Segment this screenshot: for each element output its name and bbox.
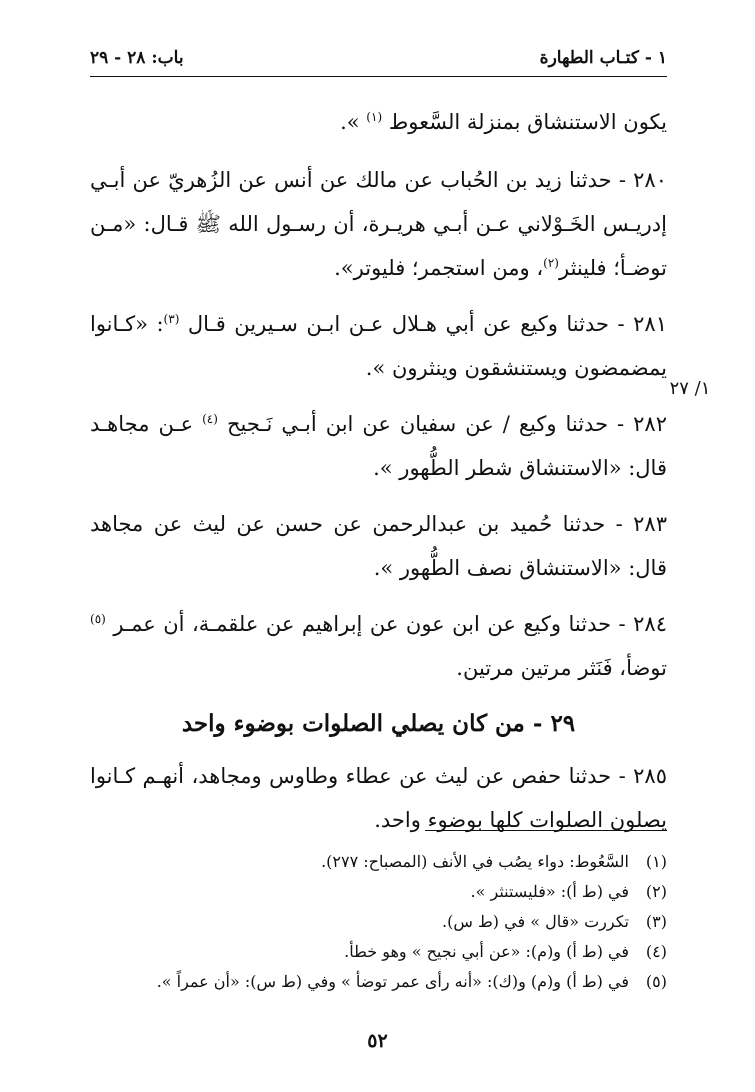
page-number: ٥٢ bbox=[367, 1030, 388, 1052]
footnote-number: (١) bbox=[645, 852, 667, 871]
paragraph-text: ٢٨١ - حدثنا وكيع عن أبي هـلال عـن ابـن سـيرين قـال bbox=[187, 312, 667, 336]
section-heading: ٢٩ - من كان يصلي الصلوات بوضوء واحد bbox=[181, 710, 576, 737]
header-rule bbox=[90, 76, 667, 77]
footnote bbox=[90, 907, 667, 937]
paragraph-text: توضأ، فَنَثر مرتين مرتين. bbox=[456, 656, 667, 680]
hadith-284 bbox=[90, 602, 667, 690]
footnote-text: السَّعُوط: دواء يصُب في الأنف (المصباح: ٢٧٧). bbox=[321, 852, 629, 871]
footnotes bbox=[90, 847, 667, 997]
paragraph-text: ». bbox=[340, 110, 367, 134]
hadith-281 bbox=[90, 302, 667, 390]
running-header bbox=[90, 46, 667, 74]
footnote-marker[interactable]: (٥) bbox=[90, 612, 106, 626]
footnote-text: في (ط أ) و(م): «عن أبي نجيح » وهو خطأ. bbox=[344, 942, 629, 961]
footnote-number: (٥) bbox=[645, 972, 667, 991]
footnote-number: (٣) bbox=[645, 912, 667, 931]
margin-reference: ١/ ٢٧ bbox=[669, 378, 711, 399]
footnote-number: (٤) bbox=[645, 942, 667, 961]
paragraph-text: يكون الاستنشاق بمنزلة السَّعوط bbox=[388, 110, 667, 134]
footnote-text: تكررت «قال » في (ط س). bbox=[442, 912, 629, 931]
footnote-text: في (ط أ) و(م) و(ك): «أنه رأى عمر توضأ » وفي (ط س): «أن عمراً ». bbox=[156, 972, 629, 991]
hadith-285: ٢٨٥ - حدثنا حفص عن ليث عن عطاء وطاوس ومجاهد، أنهـم كـانوا يصلون الصلوات كلها بوضوء واحد. bbox=[90, 764, 667, 832]
hadith-280 bbox=[90, 158, 667, 290]
footnote-rule bbox=[425, 830, 667, 831]
paragraph-text: ، ومن استجمر؛ فليوتر». bbox=[334, 256, 544, 280]
footnote bbox=[90, 877, 667, 907]
footnote-marker[interactable]: (٤) bbox=[202, 412, 218, 426]
book-title: ١ - كتـاب الطهارة bbox=[539, 48, 667, 68]
paragraph-text: : «كـانوا يمضمضون ويستنشقون وينثرون ». bbox=[90, 312, 667, 380]
paragraph-text: ٢٨٤ - حدثنا وكيع عن ابن عون عن إبراهيم عن علقمـة، أن عمـر bbox=[113, 612, 667, 636]
hadith-282 bbox=[90, 402, 667, 490]
paragraph-text: ٢٨٠ - حدثنا زيد بن الحُباب عن مالك عن أنس عن الزُهريّ عن أبـي إدريـس الخَـوْلاني عـن أبـي هريـرة، أن رسـول الله ﷺ قـال: «مـن توضـأ؛ فلينثر bbox=[90, 168, 667, 280]
footnote-marker[interactable]: (٢) bbox=[543, 256, 559, 270]
footnote bbox=[90, 937, 667, 967]
footnote-number: (٢) bbox=[645, 882, 667, 901]
paragraph-continuation bbox=[90, 100, 667, 144]
footnote-text: في (ط أ): «فليستنثر ». bbox=[470, 882, 629, 901]
footnote bbox=[90, 847, 667, 877]
hadith-283: ٢٨٣ - حدثنا حُميد بن عبدالرحمن عن حسن عن ليث عن مجاهد قال: «الاستنشاق نصف الطُّهور ». bbox=[90, 512, 667, 580]
footnote bbox=[90, 967, 667, 997]
chapter-ref: باب: ٢٨ - ٢٩ bbox=[90, 48, 184, 68]
main-text bbox=[90, 100, 667, 854]
paragraph-text: ٢٨٢ - حدثنا وكيع / عن سفيان عن ابن أبـي نَـجيح bbox=[226, 412, 667, 436]
paragraph-text: عـن مجاهـد قال: «الاستنشاق شطر الطُّهور ». bbox=[90, 412, 667, 480]
footnote-marker[interactable]: (٣) bbox=[163, 312, 180, 326]
footnote-marker[interactable]: (١) bbox=[366, 110, 383, 124]
